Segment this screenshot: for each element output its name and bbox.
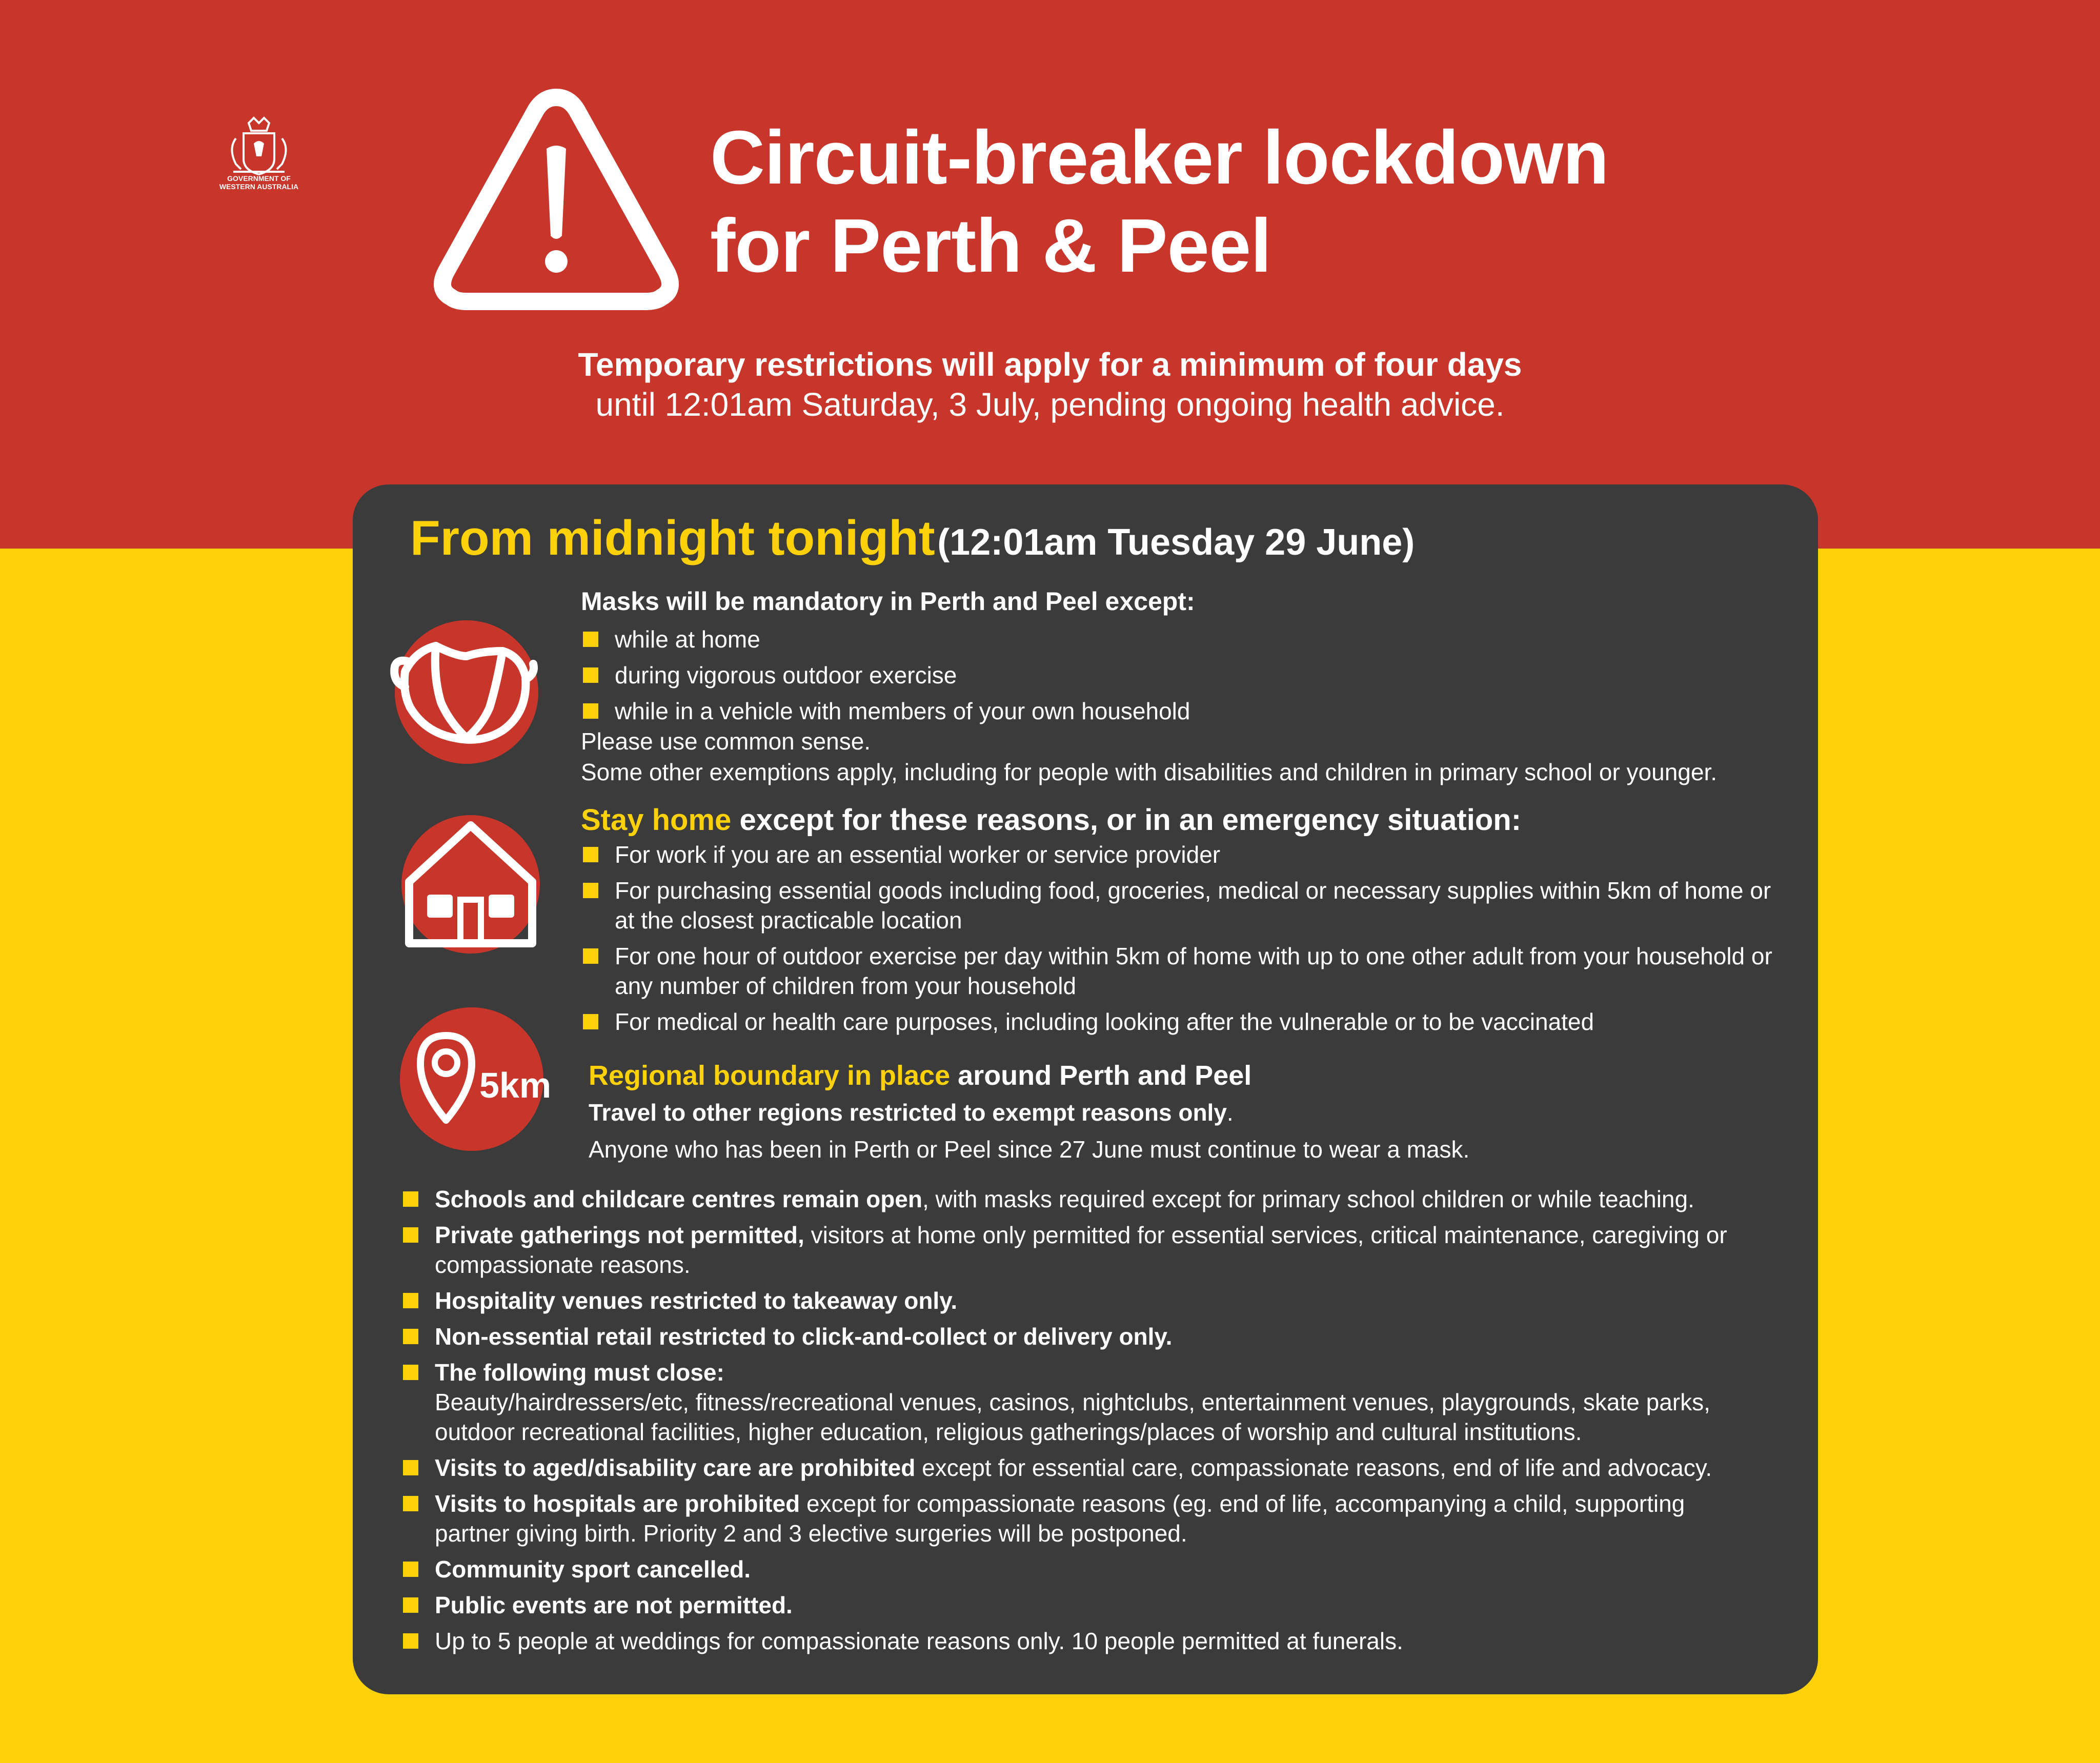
house-icon bbox=[394, 805, 548, 959]
stay-home-item: For medical or health care purposes, including looking after the vulnerable or to be vaccinated bbox=[581, 1007, 1775, 1037]
regional-rest: around Perth and Peel bbox=[958, 1060, 1252, 1091]
distance-label: 5km bbox=[479, 1065, 552, 1105]
regional-line1-rest: . bbox=[1226, 1099, 1234, 1126]
panel-heading-highlight: From midnight tonight bbox=[410, 511, 935, 565]
regional-line1 bbox=[589, 1097, 1768, 1128]
masks-note: Please use common sense. bbox=[581, 728, 871, 755]
logo-line2: WESTERN AUSTRALIA bbox=[219, 183, 299, 191]
logo-line1: GOVERNMENT OF bbox=[227, 174, 291, 183]
warning-icon bbox=[431, 82, 682, 318]
panel-heading bbox=[410, 510, 1415, 566]
rule-rest: Up to 5 people at weddings for compassionate reasons only. 10 people permitted at funerals. bbox=[435, 1628, 1403, 1654]
rule-item bbox=[401, 1357, 1754, 1447]
mask-icon-circle bbox=[395, 620, 538, 764]
rule-bold: Non-essential retail restricted to click-and-collect or delivery only. bbox=[435, 1323, 1173, 1350]
regional-heading bbox=[589, 1056, 1768, 1095]
title-line1: Circuit-breaker lockdown bbox=[710, 115, 1609, 200]
rule-extra: Beauty/hairdressers/etc, fitness/recreational venues, casinos, nightclubs, entertainment venues, playgrounds, skate parks, outdoor recreational facilities, higher education, religious gatherings/places of worship and cultural institutions. bbox=[435, 1389, 1710, 1445]
subtitle-bold: Temporary restrictions will apply for a minimum of four days bbox=[578, 346, 1522, 383]
masks-item: while at home bbox=[581, 624, 1760, 654]
masks-heading: Masks will be mandatory in Perth and Peel except: bbox=[581, 587, 1195, 616]
rule-bold: Community sport cancelled. bbox=[435, 1556, 751, 1583]
panel-heading-date: (12:01am Tuesday 29 June) bbox=[937, 522, 1415, 563]
house-icon-circle bbox=[401, 815, 540, 954]
stay-home-heading bbox=[581, 801, 1775, 840]
subtitle bbox=[0, 345, 2100, 424]
rule-bold: Public events are not permitted. bbox=[435, 1592, 793, 1618]
subtitle-rest: until 12:01am Saturday, 3 July, pending ongoing health advice. bbox=[595, 386, 1505, 423]
rule-item bbox=[401, 1626, 1754, 1656]
masks-note: Some other exemptions apply, including for people with disabilities and children in primary school or younger. bbox=[581, 759, 1718, 785]
rules-list bbox=[401, 1184, 1754, 1656]
regional-line2: Anyone who has been in Perth or Peel since 27 June must continue to wear a mask. bbox=[589, 1136, 1470, 1163]
stay-home-section bbox=[581, 801, 1775, 1037]
stay-home-highlight: Stay home bbox=[581, 803, 732, 837]
rule-item bbox=[401, 1489, 1754, 1548]
rule-rest: except for compassionate reasons (eg. end of life, accompanying a child, supporting partner giving birth. Priority 2 and 3 elective surgeries will be postponed. bbox=[435, 1490, 1685, 1547]
rule-item bbox=[401, 1184, 1754, 1214]
rule-bold: The following must close: bbox=[435, 1359, 724, 1386]
stay-home-item: For purchasing essential goods including food, groceries, medical or necessary supplies within 5km of home or at the closest practicable location bbox=[581, 876, 1775, 935]
stay-home-item: For work if you are an essential worker or service provider bbox=[581, 840, 1775, 869]
masks-item: while in a vehicle with members of your own household bbox=[581, 696, 1760, 726]
rule-bold: Private gatherings not permitted, bbox=[435, 1222, 804, 1248]
rule-bold: Visits to aged/disability care are prohibited bbox=[435, 1454, 916, 1481]
stay-home-rest: except for these reasons, or in an emergency situation: bbox=[739, 803, 1522, 837]
rule-bold: Schools and childcare centres remain open bbox=[435, 1186, 922, 1212]
stay-home-item: For one hour of outdoor exercise per day within 5km of home with up to one other adult from your household or any number of children from your household bbox=[581, 941, 1775, 1001]
rule-rest: , with masks required except for primary school children or while teaching. bbox=[922, 1186, 1694, 1212]
regional-section bbox=[589, 1056, 1768, 1165]
masks-section bbox=[581, 584, 1760, 787]
rule-item bbox=[401, 1453, 1754, 1483]
rule-item bbox=[401, 1590, 1754, 1620]
regional-highlight: Regional boundary in place bbox=[589, 1060, 951, 1091]
rule-bold: Hospitality venues restricted to takeaway only. bbox=[435, 1287, 958, 1314]
masks-item: during vigorous outdoor exercise bbox=[581, 660, 1760, 690]
page-title bbox=[710, 114, 1889, 290]
rule-item bbox=[401, 1554, 1754, 1584]
mask-icon bbox=[379, 615, 543, 769]
rule-bold: Visits to hospitals are prohibited bbox=[435, 1490, 800, 1517]
title-line2: for Perth & Peel bbox=[710, 204, 1271, 288]
rule-item bbox=[401, 1322, 1754, 1351]
rule-item bbox=[401, 1286, 1754, 1315]
regional-line1-bold: Travel to other regions restricted to exempt reasons only bbox=[589, 1099, 1227, 1126]
logo-text bbox=[208, 174, 310, 191]
rule-rest: except for essential care, compassionate reasons, end of life and advocacy. bbox=[915, 1454, 1712, 1481]
rule-item bbox=[401, 1220, 1754, 1280]
location-icon-circle bbox=[400, 1007, 552, 1151]
rule-rest: visitors at home only permitted for essential services, critical maintenance, caregiving or compassionate reasons. bbox=[435, 1222, 1727, 1278]
